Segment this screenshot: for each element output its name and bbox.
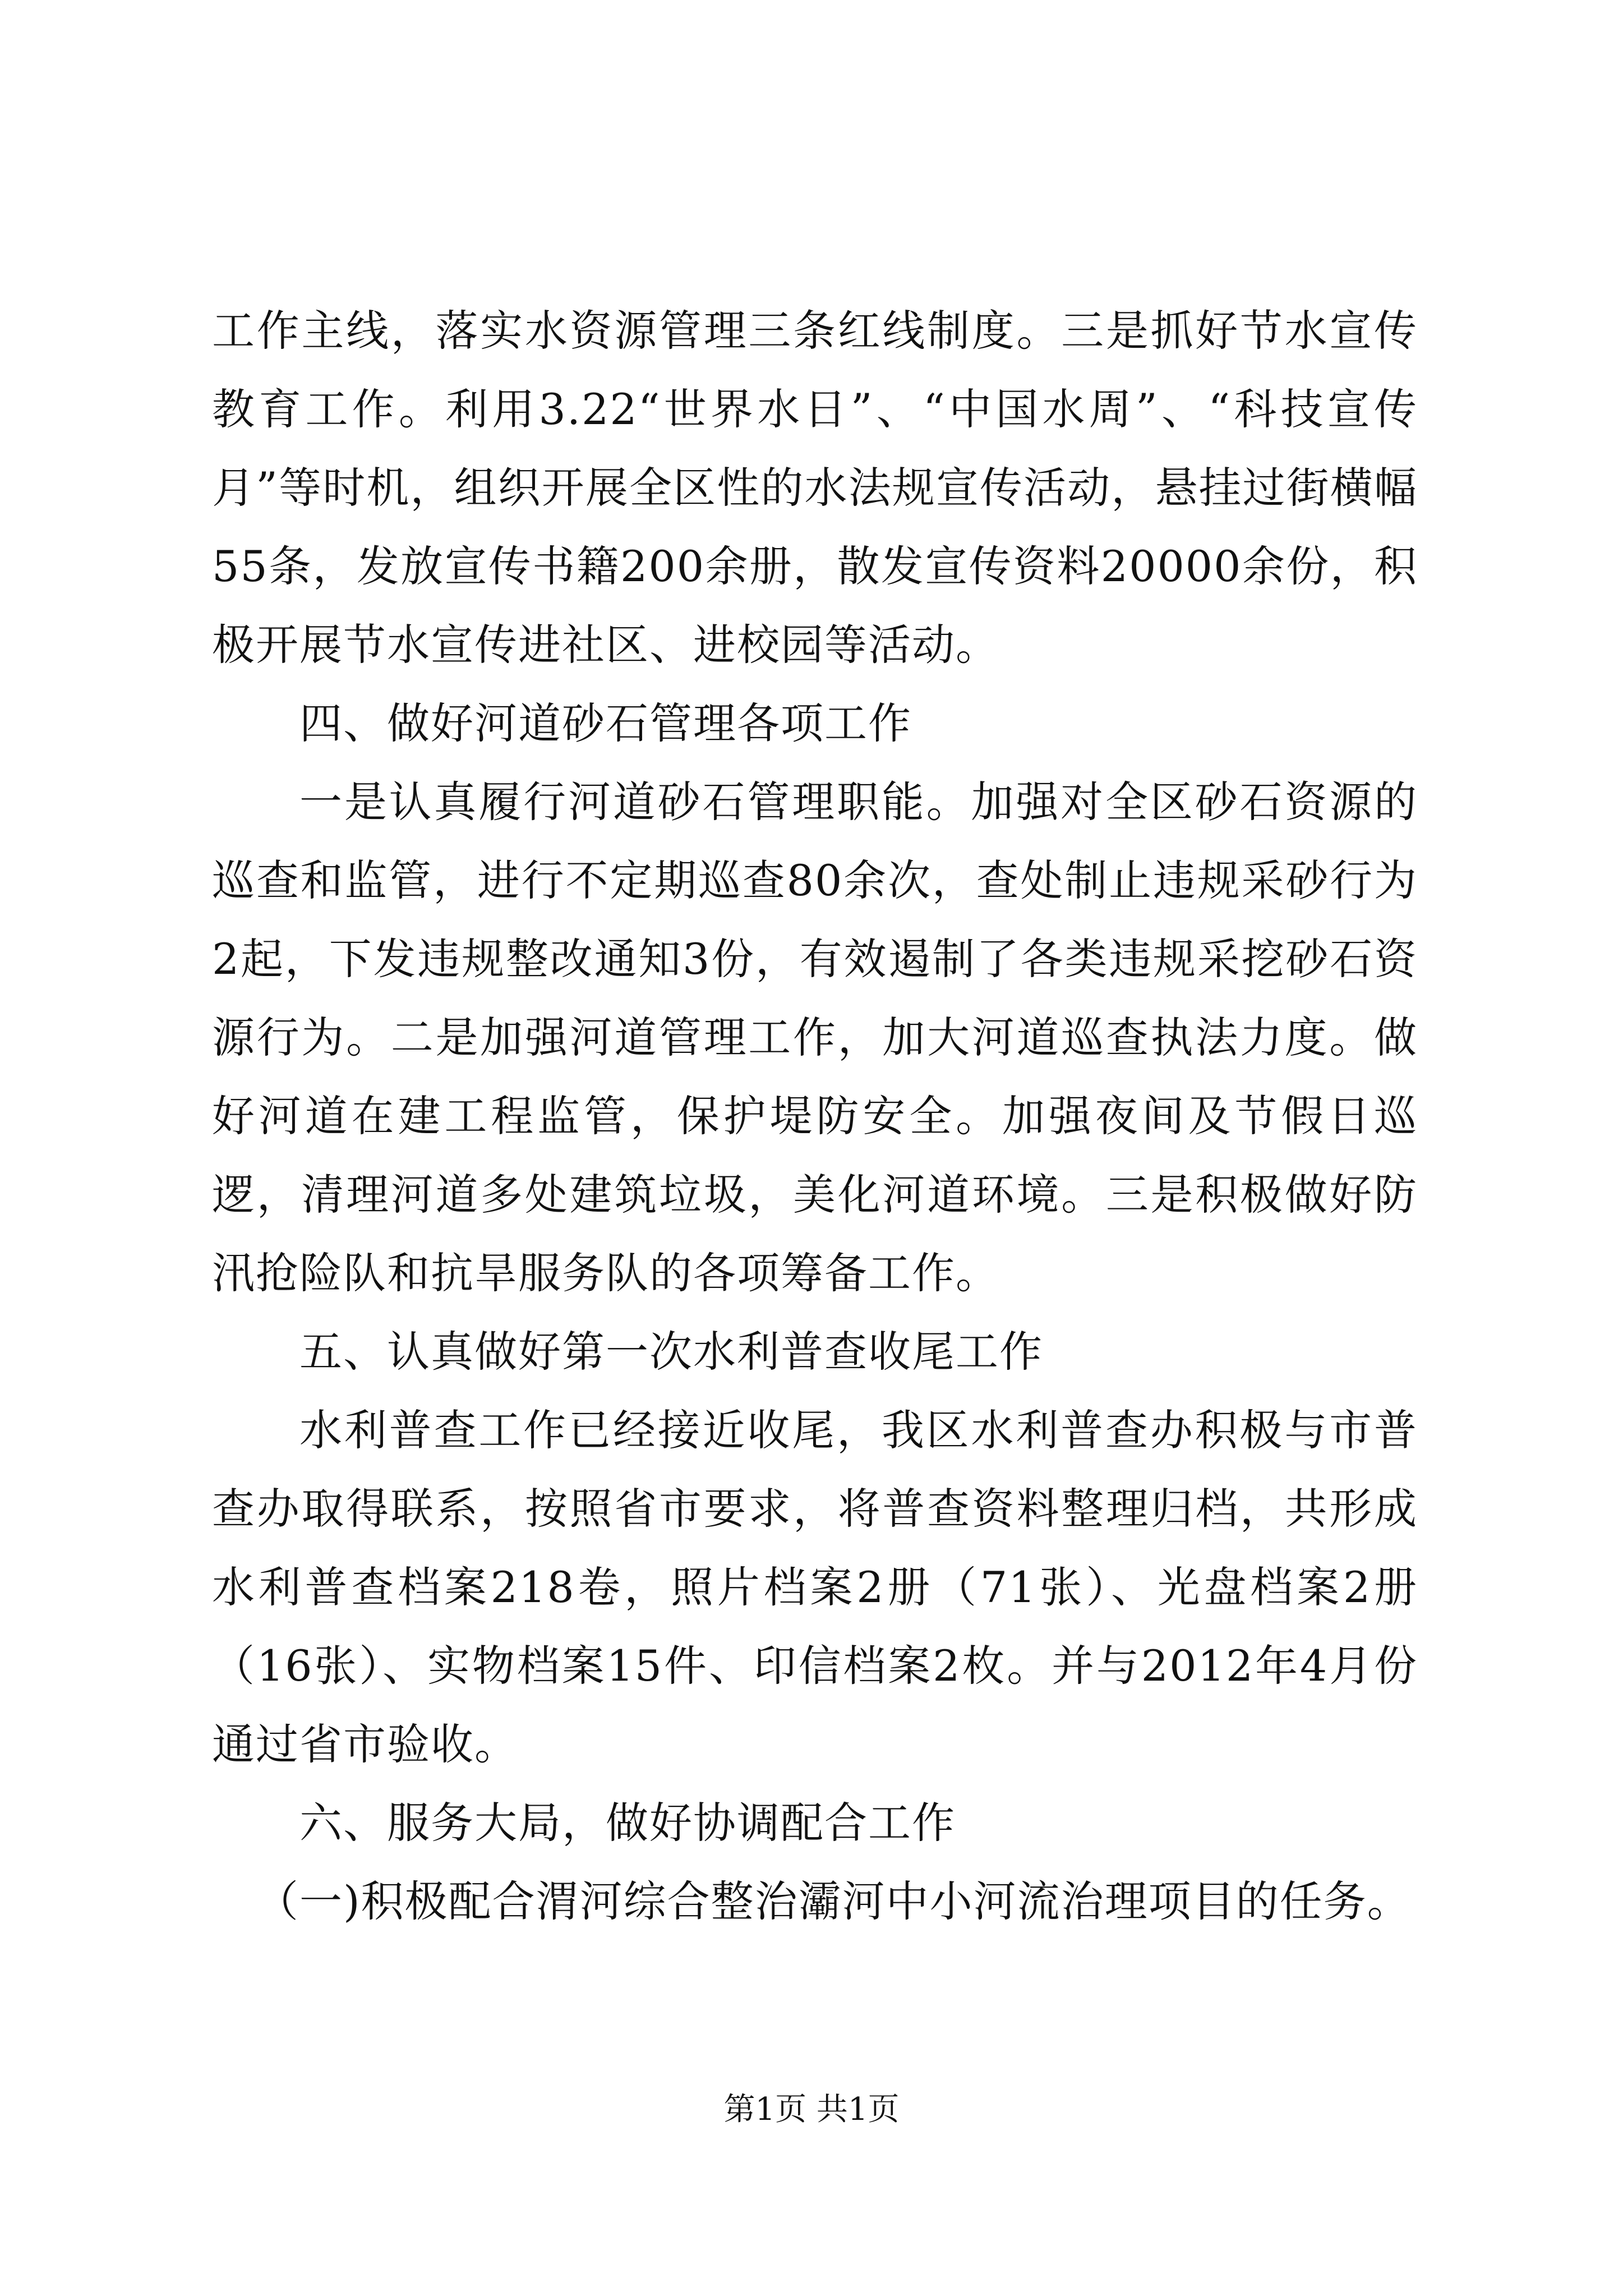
paragraph-water-census-closing: 水利普查工作已经接近收尾，我区水利普查办积极与市普查办取得联系，按照省市要求，将普查资料整理归档，共形成水利普查档案218卷，照片档案2册（71张）、光盘档案2册（16张）、实物档案15件、印信档案2枚。并与2012年4月份通过省市验收。 xyxy=(212,1405,1418,1769)
paragraph-coordination-item-1: （一)积极配合渭河综合整治灞河中小河流治理项目的任务。 xyxy=(256,1876,1411,1926)
section-heading-water-census-closing: 五、认真做好第一次水利普查收尾工作 xyxy=(299,1327,1043,1377)
paragraph-water-saving-publicity: 工作主线，落实水资源管理三条红线制度。三是抓好节水宣传教育工作。利用3.22“世界水日”、“中国水周”、“科技宣传月”等时机，组织开展全区性的水法规宣传活动，悬挂过街横幅55条，发放宣传书籍200余册，散发宣传资料20000余份，积极开展节水宣传进社区、进校园等活动。 xyxy=(212,306,1418,670)
paragraph-river-sand-management: 一是认真履行河道砂石管理职能。加强对全区砂石资源的巡查和监管，进行不定期巡查80余次，查处制止违规采砂行为2起，下发违规整改通知3份，有效遏制了各类违规采挖砂石资源行为。二是加强河道管理工作，加大河道巡查执法力度。做好河道在建工程监管，保护堤防安全。加强夜间及节假日巡逻，清理河道多处建筑垃圾，美化河道环境。三是积极做好防汛抢险队和抗旱服务队的各项筹备工作。 xyxy=(212,777,1418,1298)
page-footer xyxy=(0,2090,1623,2129)
section-heading-river-sand-management: 四、做好河道砂石管理各项工作 xyxy=(299,698,912,748)
document-body xyxy=(212,292,1418,1941)
section-heading-coordination-work: 六、服务大局，做好协调配合工作 xyxy=(299,1798,956,1848)
page-number-label: 第1页 共1页 xyxy=(723,2091,900,2128)
